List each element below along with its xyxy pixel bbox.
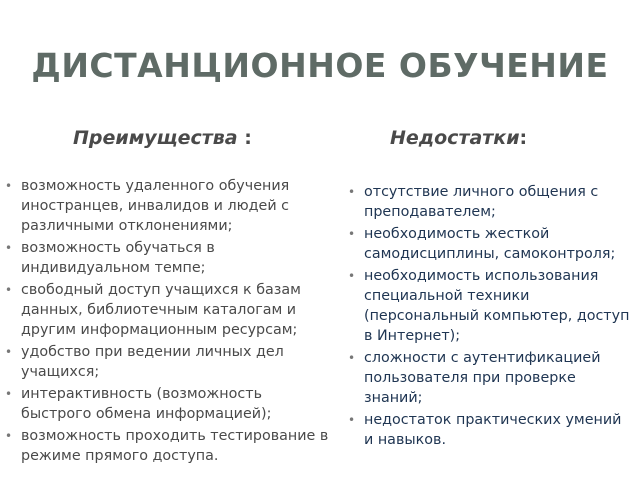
- bullet-icon: •: [5, 179, 13, 193]
- list-item: [343, 266, 633, 346]
- list-item-text: возможность проходить тестирование в режиме прямого доступа.: [21, 428, 329, 464]
- list-item: [0, 176, 335, 236]
- list-item-text: необходимость использования специальной техники (персональный компьютер, доступ в Интернет);: [364, 268, 630, 344]
- list-item: [0, 426, 335, 466]
- bullet-icon: •: [348, 227, 356, 241]
- bullet-icon: •: [5, 345, 13, 359]
- list-item-text: отсутствие личного общения с преподавателем;: [364, 184, 599, 220]
- bullet-icon: •: [348, 413, 356, 427]
- bullet-icon: •: [348, 269, 356, 283]
- disadvantages-heading: [390, 127, 527, 149]
- advantages-heading: [73, 127, 252, 149]
- advantages-heading-suffix: :: [237, 127, 252, 149]
- disadvantages-heading-text: Недостатки: [390, 127, 520, 149]
- list-item: [0, 280, 335, 340]
- slide-title: ДИСТАНЦИОННОЕ ОБУЧЕНИЕ: [31, 46, 609, 85]
- bullet-icon: •: [5, 429, 13, 443]
- advantages-list: [0, 176, 335, 468]
- bullet-icon: •: [348, 351, 356, 365]
- bullet-icon: •: [5, 283, 13, 297]
- disadvantages-heading-suffix: :: [519, 127, 528, 149]
- list-item-text: необходимость жесткой самодисциплины, самоконтроля;: [364, 226, 616, 262]
- list-item-text: свободный доступ учащихся к базам данных, библиотечным каталогам и другим информационным ресурсам;: [21, 282, 301, 338]
- bullet-icon: •: [5, 241, 13, 255]
- list-item-text: возможность удаленного обучения иностранцев, инвалидов и людей с различными отклонениями;: [21, 178, 290, 234]
- disadvantages-list: [343, 182, 633, 452]
- bullet-icon: •: [5, 387, 13, 401]
- list-item-text: интерактивность (возможность быстрого обмена информацией);: [21, 386, 272, 422]
- list-item: [343, 182, 633, 222]
- list-item-text: сложности с аутентификацией пользователя при проверке знаний;: [364, 350, 601, 406]
- advantages-heading-text: Преимущества: [73, 127, 238, 149]
- list-item: [343, 348, 633, 408]
- list-item: [343, 410, 633, 450]
- list-item-text: удобство при ведении личных дел учащихся;: [21, 344, 284, 380]
- list-item: [343, 224, 633, 264]
- list-item: [0, 238, 335, 278]
- list-item-text: возможность обучаться в индивидуальном темпе;: [21, 240, 215, 276]
- list-item-text: недостаток практических умений и навыков.: [364, 412, 622, 448]
- bullet-icon: •: [348, 185, 356, 199]
- list-item: [0, 384, 335, 424]
- list-item: [0, 342, 335, 382]
